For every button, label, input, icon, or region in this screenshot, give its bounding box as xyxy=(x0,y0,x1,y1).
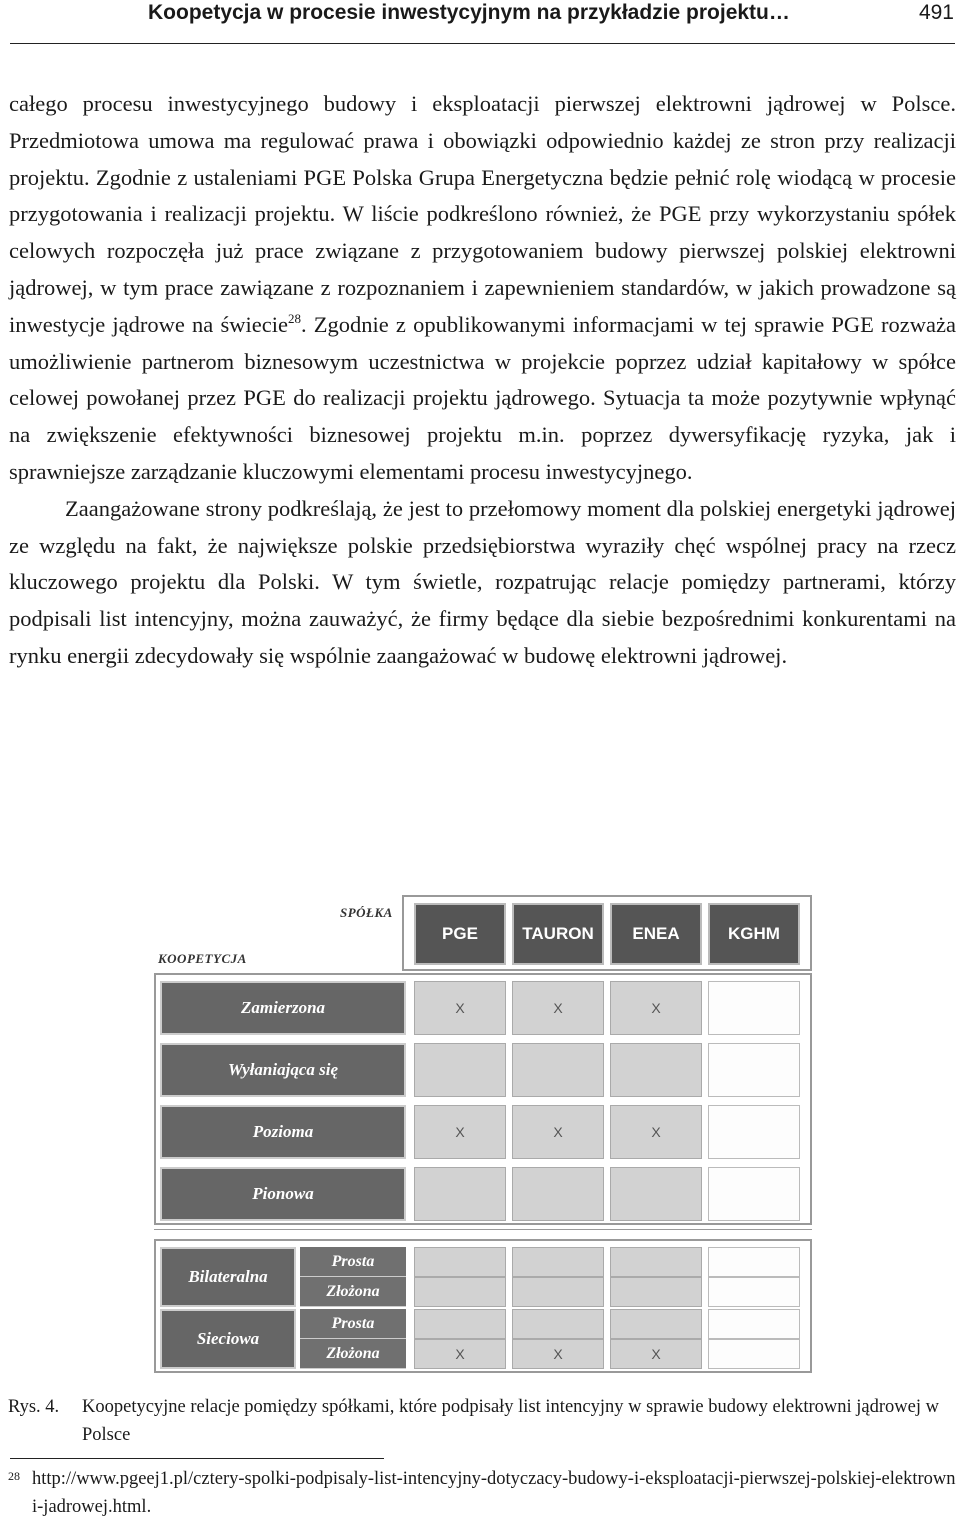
company-header-enea: ENEA xyxy=(610,903,702,965)
relation-mark xyxy=(414,1167,506,1221)
relation-mark xyxy=(512,1043,604,1097)
relation-mark xyxy=(610,1043,702,1097)
relation-mark: X xyxy=(512,1339,604,1369)
relation-mark xyxy=(414,1247,506,1277)
header-rule xyxy=(10,43,955,44)
separator-line xyxy=(154,1229,812,1230)
company-header-tauron: TAURON xyxy=(512,903,604,965)
relation-mark xyxy=(610,1309,702,1339)
relation-mark: X xyxy=(414,981,506,1035)
subgroup-label: Prosta xyxy=(300,1309,406,1339)
subgroup-label: Złożona xyxy=(300,1277,406,1307)
relation-mark: X xyxy=(512,1105,604,1159)
footnote-rule xyxy=(10,1458,384,1459)
relation-mark xyxy=(414,1277,506,1307)
group-label: Sieciowa xyxy=(160,1309,296,1369)
running-header xyxy=(148,0,954,32)
caption-text: Koopetycyjne relacje pomiędzy spółkami, które podpisały list intencyjny w sprawie budowy elektrowni jądrowej w Polsce xyxy=(82,1397,939,1445)
relation-mark xyxy=(708,1247,800,1277)
paragraph-2: Zaangażowane strony podkreślają, że jest to przełomowy moment dla polskiej energetyki jądrowej ze względu na fakt, że największe polskie przedsiębiorstwa wyraziły chęć wspólnej pracy na rzecz kluczowego projektu dla Polski. W tym świetle, rozpatrując relacje pomiędzy partnerami, którzy podpisali list intencyjny, można zauważyć, że firmy będące dla siebie bezpośrednimi konkurentami na rynku energii zdecydowały się wspólnie zaangażować w budowę elektrowni jądrowej. xyxy=(9,495,956,668)
row-label: Wyłaniająca się xyxy=(160,1043,406,1097)
row-label: Zamierzona xyxy=(160,981,406,1035)
caption-label: Rys. 4. xyxy=(8,1397,60,1417)
footnote-link[interactable]: http://www.pgeej1.pl/cztery-spolki-podpisaly-list-intencyjny-dotyczacy-budowy-i-eksploatacji-pierwszej-polskiej-elektrowni-jadrowej.html. xyxy=(32,1469,956,1517)
subgroup-label: Prosta xyxy=(300,1247,406,1277)
running-title: Koopetycja w procesie inwestycyjnym na przykładzie projektu… xyxy=(148,1,790,24)
relation-mark xyxy=(610,1247,702,1277)
relation-mark xyxy=(708,1277,800,1307)
row-label: Pozioma xyxy=(160,1105,406,1159)
relation-mark xyxy=(414,1043,506,1097)
relation-mark: X xyxy=(414,1339,506,1369)
relation-mark xyxy=(512,1167,604,1221)
company-header-kghm: KGHM xyxy=(708,903,800,965)
coopetition-figure xyxy=(150,893,812,1373)
relation-mark: X xyxy=(610,981,702,1035)
subgroup-label: Złożona xyxy=(300,1339,406,1369)
paragraph-1-part-a: całego procesu inwestycyjnego budowy i eksploatacji pierwszej elektrowni jądrowej w Polsce. Przedmiotowa umowa ma regulować prawa i obowiązki odpowiednio każdej ze stron przy realizacji projektu. Zgodnie z ustaleniami PGE Polska Grupa Energetyczna będzie pełnić rolę wiodącą w procesie przygotowania i realizacji projektu. W liście podkreślono również, że PGE przy wykorzystaniu spółek celowych rozpoczęła już prace związane z przygotowaniem budowy pierwszej polskiej elektrowni jądrowej, w tym prace zawiązane z rozpoznaniem i zapewnieniem standardów, w jakich prowadzone są inwestycje jądrowe na świecie xyxy=(9,91,956,337)
footnote-number: 28 xyxy=(8,1469,20,1483)
relation-mark xyxy=(708,1167,800,1221)
relation-mark xyxy=(708,1309,800,1339)
relation-mark xyxy=(610,1277,702,1307)
paragraph-1 xyxy=(9,86,956,491)
relation-mark xyxy=(512,1247,604,1277)
relation-mark xyxy=(512,1277,604,1307)
relation-mark xyxy=(512,1309,604,1339)
footnote-ref-28[interactable]: 28 xyxy=(287,310,301,326)
relation-mark xyxy=(708,1339,800,1369)
company-header-pge: PGE xyxy=(414,903,506,965)
paragraph-1-part-b: . Zgodnie z opublikowanymi informacjami w tej sprawie PGE rozważa umożliwienie partnerom biznesowym uczestnictwa w projekcie poprzez udział kapitałowy w spółce celowej powołanej przez PGE do realizacji projektu jądrowego. Sytuacja ta może pozytywnie wpłynąć na zwiększenie efektywności biznesowej projektu m.in. poprzez dywersyfikację ryzyka, jak i sprawniejsze zarządzanie kluczowymi elementami procesu inwestycyjnego. xyxy=(9,311,956,484)
relation-mark xyxy=(708,1043,800,1097)
label-company: SPÓŁKA xyxy=(340,905,393,920)
group-label: Bilateralna xyxy=(160,1247,296,1307)
page-number: 491 xyxy=(918,1,954,24)
relation-mark xyxy=(414,1309,506,1339)
relation-mark: X xyxy=(512,981,604,1035)
relation-mark xyxy=(610,1167,702,1221)
label-coopetition: KOOPETYCJA xyxy=(158,951,247,966)
relation-mark: X xyxy=(610,1339,702,1369)
relation-mark: X xyxy=(610,1105,702,1159)
row-label: Pionowa xyxy=(160,1167,406,1221)
relation-mark xyxy=(708,981,800,1035)
relation-mark: X xyxy=(414,1105,506,1159)
relation-mark xyxy=(708,1105,800,1159)
body-text xyxy=(9,86,956,675)
